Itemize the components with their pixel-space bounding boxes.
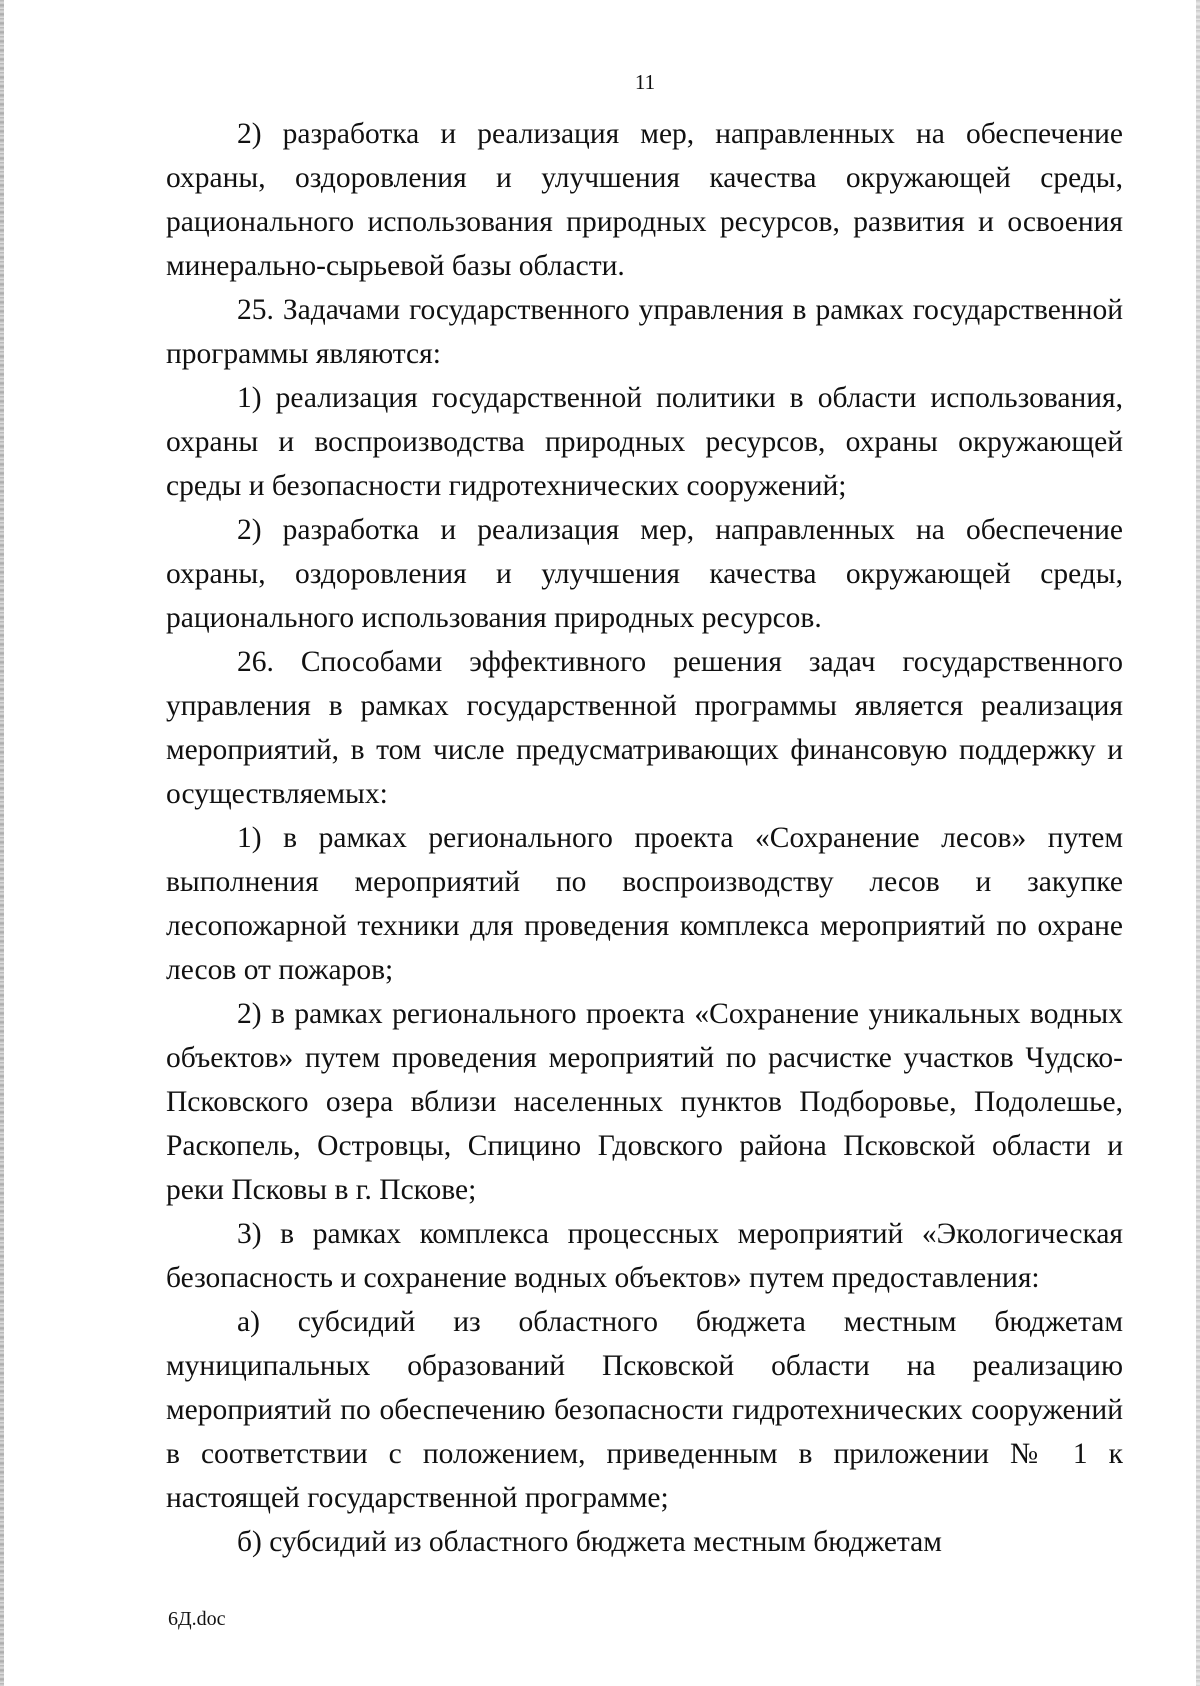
paragraph: 26. Способами эффективного решения задач государственного управления в рамках государственной программы является реализация мероприятий, в том числе предусматривающих финансовую поддержку и осуществляемых:: [166, 646, 1123, 810]
paragraph: 1) реализация государственной политики в области использования, охраны и воспроизводства природных ресурсов, охраны окружающей среды и безопасности гидротехнических сооружений;: [166, 382, 1123, 502]
page-number: 11: [634, 70, 656, 94]
paragraph: 25. Задачами государственного управления в рамках государственной программы являются:: [166, 294, 1123, 370]
scan-edge-left: [0, 0, 4, 1686]
paragraph: 2) в рамках регионального проекта «Сохранение уникальных водных объектов» путем проведения мероприятий по расчистке участков Чудско-Псковского озера вблизи населенных пунктов Подборовье, Подолешье, Раскопель, Островцы, Спицино Гдовского района Псковской области и реки Псковы в г. Пскове;: [166, 998, 1123, 1206]
paragraph: б) субсидий из областного бюджета местным бюджетам: [237, 1526, 942, 1558]
body-text: [166, 112, 1123, 1564]
paragraph: 1) в рамках регионального проекта «Сохранение лесов» путем выполнения мероприятий по воспроизводству лесов и закупке лесопожарной техники для проведения комплекса мероприятий по охране лесов от пожаров;: [166, 822, 1123, 986]
scan-edge-right: [1196, 0, 1200, 1686]
paragraph: 2) разработка и реализация мер, направленных на обеспечение охраны, оздоровления и улучшения качества окружающей среды, рационального использования природных ресурсов.: [166, 514, 1123, 634]
paragraph: 2) разработка и реализация мер, направленных на обеспечение охраны, оздоровления и улучшения качества окружающей среды, рационального использования природных ресурсов, развития и освоения минерально-сырьевой базы области.: [166, 118, 1123, 282]
footer-filename: 6Д.doc: [168, 1608, 226, 1630]
paragraph: 3) в рамках комплекса процессных мероприятий «Экологическая безопасность и сохранение водных объектов» путем предоставления:: [166, 1218, 1123, 1294]
paragraph: а) субсидий из областного бюджета местным бюджетам муниципальных образований Псковской области на реализацию мероприятий по обеспечению безопасности гидротехнических сооружений в соответствии с положением, приведенным в приложении № 1 к настоящей государственной программе;: [166, 1306, 1123, 1514]
